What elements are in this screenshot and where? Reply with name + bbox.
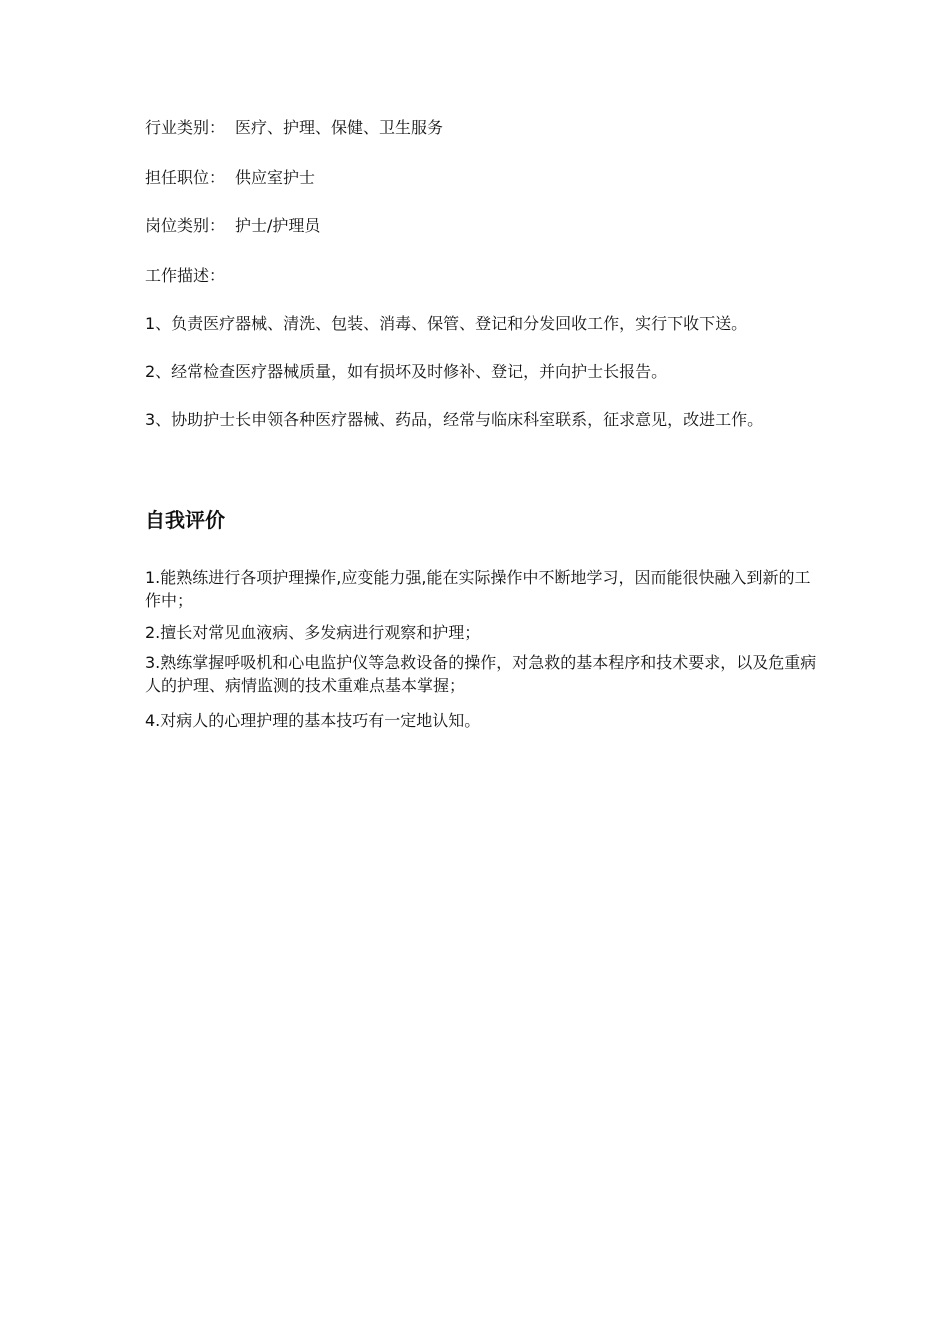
position-row [145,167,315,189]
position-label: 担任职位： [145,168,226,187]
position-value: 供应室护士 [235,168,316,187]
category-row [145,215,320,237]
self-evaluation-title: 自我评价 [145,508,225,532]
duty-item-1: 1、负责医疗器械、清洗、包装、消毒、保管、登记和分发回收工作，实行下收下送。 [145,314,748,333]
industry-row [145,117,443,139]
category-label: 岗位类别： [145,216,226,235]
industry-value: 医疗、护理、保健、卫生服务 [235,118,444,137]
self-evaluation-item-1: 1.能熟练进行各项护理操作,应变能力强,能在实际操作中不断地学习，因而能很快融入到新的工作中； [145,568,811,610]
description-label: 工作描述： [145,266,226,285]
self-evaluation-item-2: 2.擅长对常见血液病、多发病进行观察和护理； [145,623,481,642]
category-value: 护士/护理员 [235,216,321,235]
self-evaluation-item-4: 4.对病人的心理护理的基本技巧有一定地认知。 [145,711,481,730]
industry-label: 行业类别： [145,118,226,137]
duty-item-3: 3、协助护士长申领各种医疗器械、药品，经常与临床科室联系，征求意见，改进工作。 [145,410,764,429]
self-evaluation-item-3: 3.熟练掌握呼吸机和心电监护仪等急救设备的操作，对急救的基本程序和技术要求，以及危重病人的护理、病情监测的技术重难点基本掌握； [145,653,817,695]
duty-item-2: 2、经常检查医疗器械质量，如有损坏及时修补、登记，并向护士长报告。 [145,362,668,381]
